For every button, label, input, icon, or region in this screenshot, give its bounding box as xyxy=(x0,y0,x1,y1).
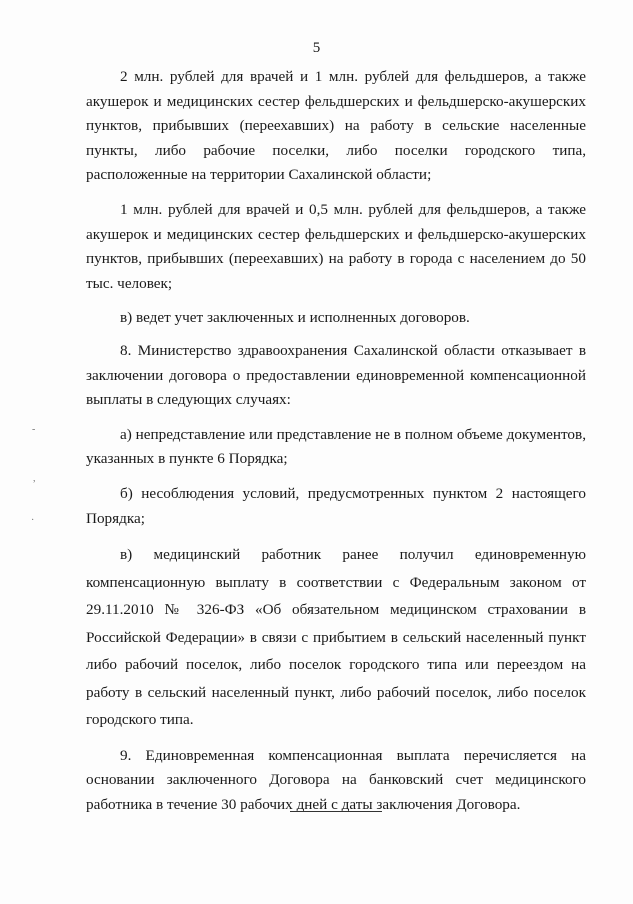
paragraph-clause-9: 9. Единовременная компенсационная выплата перечисляется на основании заключенного Договора на банковский счет медицинского работника в течение 30 рабочих дней с даты заключения Договора. xyxy=(86,746,586,813)
paragraph-item-b: б) несоблюдения условий, предусмотренных пунктом 2 настоящего Порядка; xyxy=(86,484,586,527)
paragraph-amount-rural: 2 млн. рублей для врачей и 1 млн. рублей для фельдшеров, а также акушерок и медицинских сестер фельдшерских и фельдшерско-акушерских пунктов, прибывших (переехавших) на работу в сельские населенные пункты, либо рабочие поселки, либо поселки городского типа, расположенные на территории Сахалинской области; xyxy=(86,68,586,184)
paragraph-item-a: а) непредставление или представление не в полном объеме документов, указанных в пункте 6 Порядка; xyxy=(86,425,586,468)
paragraph-item-v-previous-payment: в) медицинский работник ранее получил единовременную компенсационную выплату в соответствии с Федеральным законом от 29.11.2010 № 326-ФЗ «Об обязательном медицинском страховании в Российской Федерации» в связи с прибытием в сельский населенный пункт либо рабочий поселок, либо поселок городского типа или переездом на работу в сельский населенный пункт, либо рабочий поселок, либо поселок городского типа. xyxy=(86,546,586,729)
scan-artifact-mark: · xyxy=(31,515,35,526)
paragraph-clause-8: 8. Министерство здравоохранения Сахалинской области отказывает в заключении договора о предоставлении единовременной компенсационной выплаты в следующих случаях: xyxy=(86,341,586,409)
document-body xyxy=(86,65,586,817)
scan-artifact-mark: , xyxy=(33,473,36,484)
paragraph-amount-towns: 1 млн. рублей для врачей и 0,5 млн. рублей для фельдшеров, а также акушерок и медицинских сестер фельдшерских и фельдшерско-акушерских пунктов, прибывших (переехавших) на работу в города с населением до 50 тыс. человек; xyxy=(86,200,586,292)
page-number: 5 xyxy=(312,40,321,56)
paragraph-item-v-records: в) ведет учет заключенных и исполненных договоров. xyxy=(120,309,470,327)
scan-artifact-mark: - xyxy=(32,424,36,435)
end-of-text-divider xyxy=(290,811,382,812)
